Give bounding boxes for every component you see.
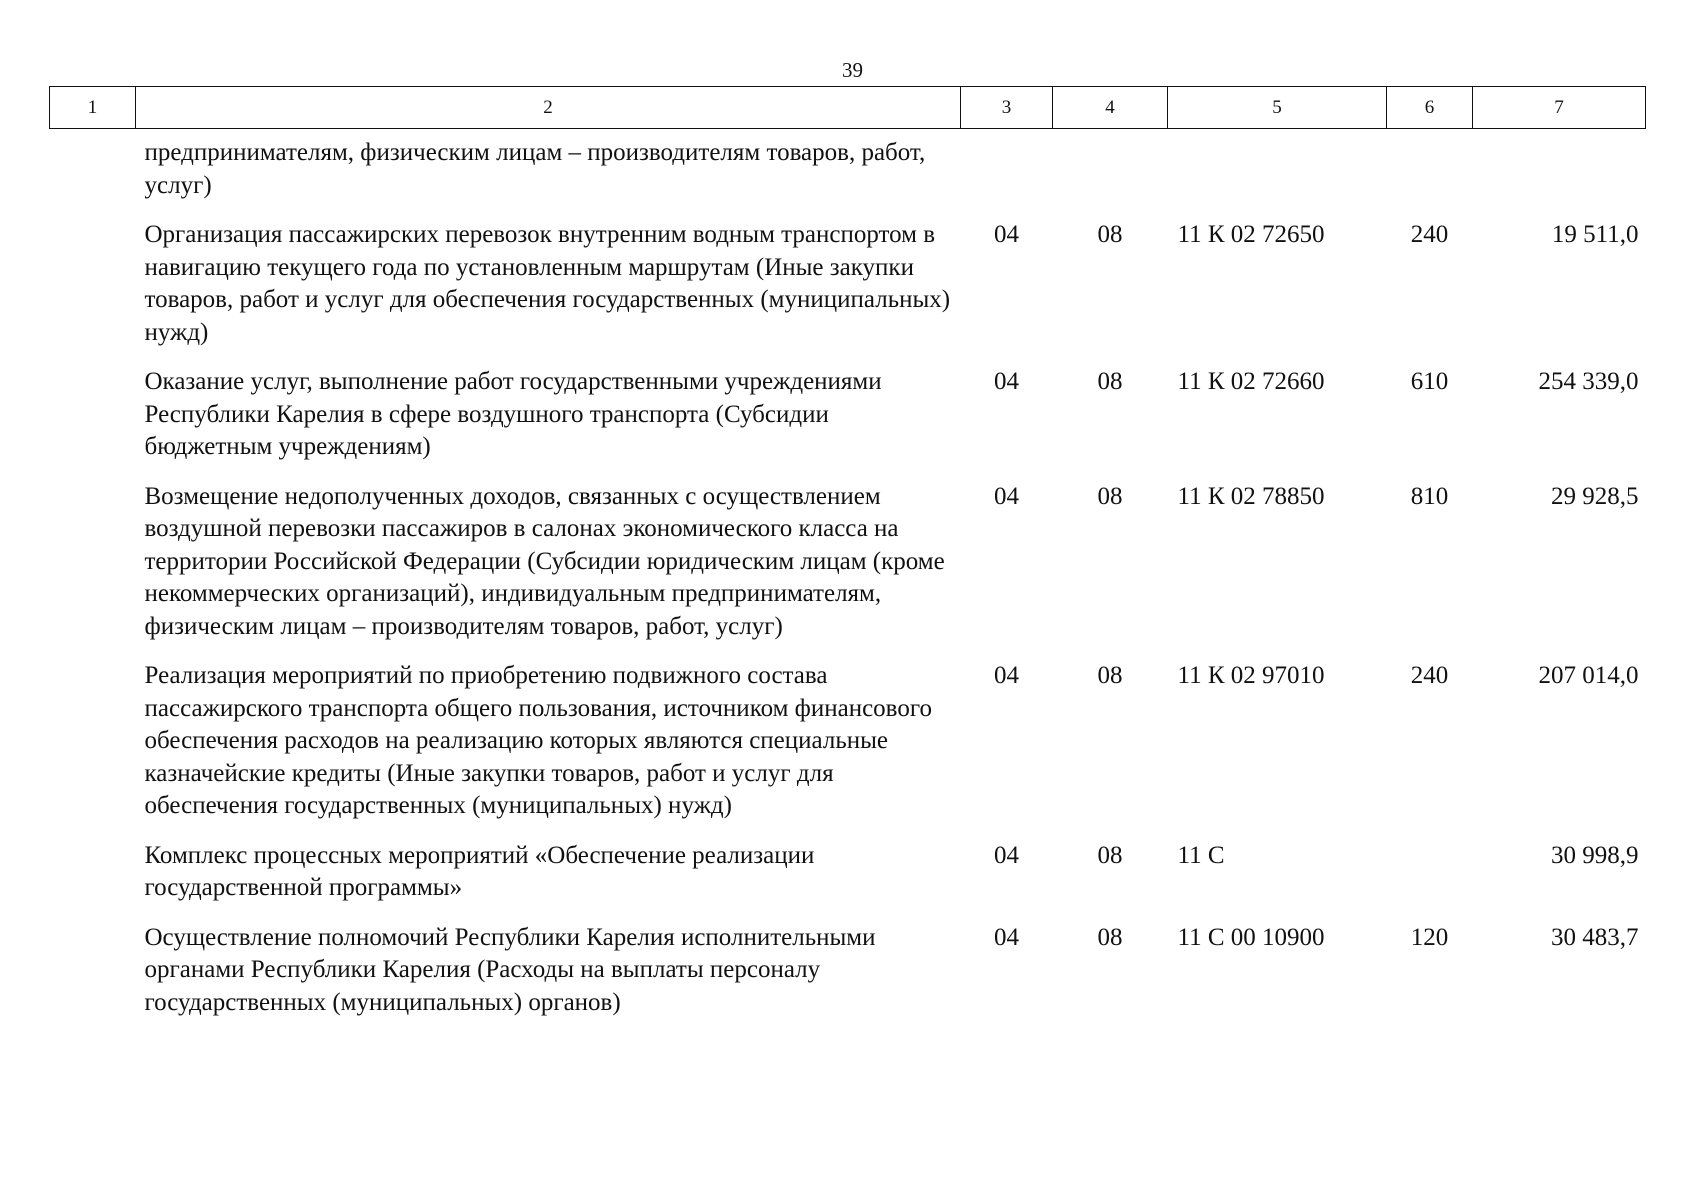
row-expense-type: 240: [1410, 221, 1449, 248]
header-col-1: 1: [50, 87, 136, 129]
row-subsection-code: 08: [1097, 841, 1123, 869]
header-col-4: 4: [1053, 87, 1168, 129]
row-description: Реализация мероприятий по приобретению подвижного состава пассажирского транспорта общего пользования, источником финансового обеспечения расходов на реализацию которых являются специальные казначейские кредиты (Иные закупки товаров, работ и услуг для обеспечения государственных (муниципальных) нужд): [144, 662, 932, 819]
row-section-code: 04: [994, 662, 1019, 689]
table-row: [50, 660, 1646, 840]
row-amount: 30 483,7: [1551, 923, 1639, 951]
table-row: [50, 922, 1646, 1037]
row-subsection-code: 08: [1097, 368, 1123, 395]
row-target-article: [1168, 129, 1387, 220]
row-description: Возмещение недополученных доходов, связанных с осуществлением воздушной перевозки пассажиров в салонах экономического класса на территории Российской Федерации (Субсидии юридическим лицам (кроме некоммерческих организаций), индивидуальным предпринимателям, физическим лицам – производителям товаров, работ, услуг): [144, 482, 945, 640]
row-section-code: 04: [994, 368, 1019, 395]
row-subsection-code: 08: [1097, 482, 1123, 510]
row-target-article: 11 К 02 97010: [1177, 662, 1325, 689]
row-expense-type: 120: [1410, 923, 1449, 951]
row-expense-type: 240: [1410, 662, 1449, 689]
row-section-code: 04: [994, 482, 1019, 510]
row-amount: 254 339,0: [1538, 368, 1639, 395]
header-col-6: 6: [1387, 87, 1473, 129]
row-number-cell: [50, 481, 136, 661]
table-header: [50, 87, 1646, 129]
row-subsection-code: 08: [1097, 221, 1123, 248]
header-col-2: 2: [136, 87, 961, 129]
row-amount: 29 928,5: [1551, 482, 1639, 510]
table-row: [50, 840, 1646, 922]
row-section-code: 04: [994, 841, 1019, 869]
row-target-article: 11 С: [1177, 841, 1225, 869]
row-number-cell: [50, 219, 136, 366]
row-expense-type: [1387, 129, 1473, 220]
row-expense-type: 810: [1410, 482, 1449, 510]
row-description: Оказание услуг, выполнение работ государственными учреждениями Республики Карелия в сфере воздушного транспорта (Субсидии бюджетным учреждениям): [144, 368, 882, 460]
row-expense-type: 610: [1410, 368, 1449, 395]
row-number-cell: [50, 366, 136, 481]
header-col-7: 7: [1473, 87, 1646, 129]
row-number-cell: [50, 922, 136, 1037]
row-expense-type: [1387, 840, 1473, 922]
row-target-article: 11 К 02 72660: [1177, 368, 1325, 395]
row-amount: 207 014,0: [1538, 662, 1639, 689]
row-description: Комплекс процессных мероприятий «Обеспечение реализации государственной программы»: [144, 841, 815, 901]
table-row: [50, 366, 1646, 481]
row-section-code: 04: [994, 221, 1019, 248]
row-subsection-code: 08: [1097, 923, 1123, 951]
header-col-5: 5: [1168, 87, 1387, 129]
row-amount: 30 998,9: [1551, 841, 1639, 869]
row-target-article: 11 К 02 78850: [1177, 482, 1325, 510]
table-row: [50, 129, 1646, 220]
row-section-code: 04: [994, 923, 1019, 951]
header-row: [50, 87, 1646, 129]
table-row: [50, 219, 1646, 366]
row-description: Организация пассажирских перевозок внутренним водным транспортом в навигацию текущего года по установленным маршрутам (Иные закупки товаров, работ и услуг для обеспечения государственных (муниципальных) нужд): [144, 221, 951, 346]
row-amount: 19 511,0: [1551, 221, 1639, 248]
row-subsection-code: 08: [1097, 662, 1123, 689]
budget-table: [49, 86, 1646, 1036]
row-number-cell: [50, 840, 136, 922]
row-amount: [1473, 129, 1646, 220]
row-section-code: [961, 129, 1053, 220]
table-body: [50, 129, 1646, 1037]
row-target-article: 11 С 00 10900: [1177, 923, 1325, 951]
page-number: 39: [842, 58, 863, 82]
row-description: предпринимателям, физическим лицам – производителям товаров, работ, услуг): [144, 139, 926, 199]
row-target-article: 11 К 02 72650: [1177, 221, 1325, 248]
row-number-cell: [50, 660, 136, 840]
row-description: Осуществление полномочий Республики Карелия исполнительными органами Республики Карелия (Расходы на выплаты персоналу государственных (муниципальных) органов): [144, 923, 876, 1016]
row-subsection-code: [1053, 129, 1168, 220]
row-number-cell: [50, 129, 136, 220]
table-row: [50, 481, 1646, 661]
header-col-3: 3: [961, 87, 1053, 129]
